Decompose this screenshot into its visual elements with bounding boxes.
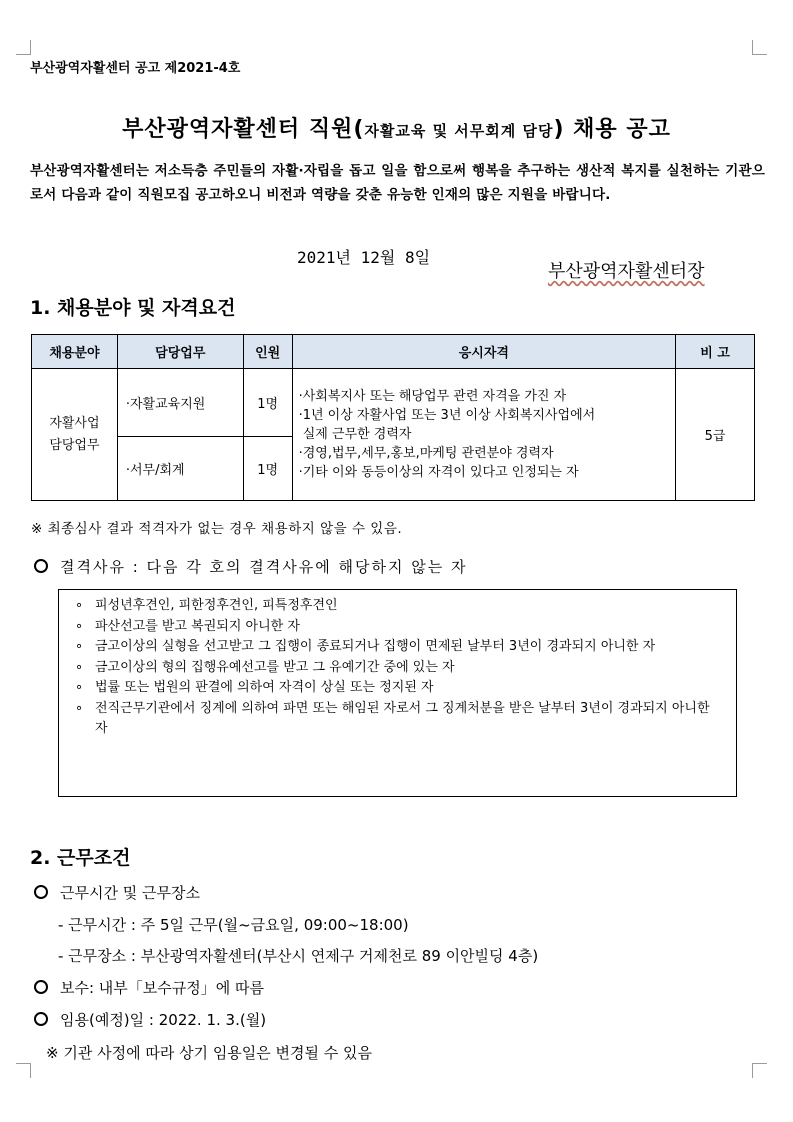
disqualification-heading [34,556,468,577]
qualification-line: 실제 근무한 경력자 [298,427,412,442]
list-item-text: 법률 또는 법원의 판결에 의하여 자격이 상실 또는 정지된 자 [95,680,434,695]
salary-text: 보수: 내부「보수규정」에 따름 [60,979,264,997]
count-cell: 1명 [243,437,292,501]
condition-heading [34,882,200,903]
qualifications-cell [292,369,675,501]
section-heading: 1. 채용분야 및 자격요건 [30,297,236,319]
notice-date: 2021년 12월 8일 [297,248,431,267]
table-header-cell: 담당업무 [117,335,243,369]
list-item-text: 파산선고를 받고 복권되지 아니한 자 [95,618,300,634]
small-circle-bullet-icon: ∘ [75,598,84,613]
remark-cell: 5급 [676,369,755,501]
list-item-text: 전직근무기관에서 징계에 의하여 파면 또는 해임된 자로서 그 징계처분을 받은 날부터 3년이 경과되지 아니한 자 [95,700,710,736]
small-circle-bullet-icon: ∘ [75,659,84,675]
notice-number: 부산광역자활센터 공고 제2021-4호 [30,61,241,76]
field-cell: 자활사업 담당업무 [32,369,118,501]
duty-cell: ·서무/회계 [117,437,243,501]
signer: 부산광역자활센터장 [548,261,705,282]
qualification-line: ·1년 이상 자활사업 또는 3년 이상 사회복지사업에서 [298,408,596,423]
page-title [0,112,793,143]
qualification-line: ·사회복지사 또는 해당업무 관련 자격을 가진 자 [298,389,567,404]
list-item-text: 금고이상의 형의 집행유예선고를 받고 그 유예기간 중에 있는 자 [95,659,455,675]
table-header-cell: 인원 [243,335,292,369]
recruitment-table [31,334,755,501]
qualification-line: ·경영,법무,세무,홍보,마케팅 관련분야 경력자 [298,446,554,461]
start-date-text: 임용(예정)일 : 2022. 1. 3.(월) [60,1011,267,1029]
small-circle-bullet-icon: ∘ [75,700,84,716]
list-item-text: 금고이상의 실형을 선고받고 그 집행이 종료되거나 집행이 면제된 날부터 3년이 경과되지 아니한 자 [95,639,656,654]
work-place: - 근무장소 : 부산광역자활센터(부산시 연제구 거제천로 89 이안빌딩 4층) [58,947,539,965]
table-header-cell: 응시자격 [292,335,675,369]
page-corner-mark [16,40,31,55]
small-circle-bullet-icon: ∘ [75,680,84,695]
table-header-row [32,335,755,369]
circle-bullet-icon [34,885,48,899]
circle-bullet-icon [34,980,48,994]
working-hours: - 근무시간 : 주 5일 근무(월~금요일, 09:00~18:00) [58,916,409,934]
table-header-cell: 채용분야 [32,335,118,369]
salary-condition [34,977,264,998]
list-item-text: 피성년후견인, 피한정후견인, 피특정후견인 [95,598,338,613]
list-item [71,658,724,679]
small-circle-bullet-icon: ∘ [75,639,84,654]
count-cell: 1명 [243,369,292,437]
small-circle-bullet-icon: ∘ [75,618,84,634]
table-row [32,369,755,437]
list-item [71,596,724,617]
table-footnote: ※ 최종심사 결과 적격자가 없는 경우 채용하지 않을 수 있음. [31,521,403,537]
list-item [71,699,724,740]
title-subtitle: 자활교육 및 서무회계 담당 [364,122,554,140]
qualification-line: ·기타 이와 동등이상의 자격이 있다고 인정되는 자 [298,465,579,480]
table-header-cell: 비 고 [676,335,755,369]
title-main-end: ) 채용 공고 [553,117,671,142]
start-date-condition [34,1009,266,1030]
list-item [71,637,724,658]
list-item [71,617,724,638]
start-date-note: ※ 기관 사정에 따라 상기 임용일은 변경될 수 있음 [46,1044,373,1062]
circle-bullet-icon [34,1012,48,1026]
disqualification-title: 결격사유 : 다음 각 호의 결격사유에 해당하지 않는 자 [60,558,468,576]
condition-title: 근무시간 및 근무장소 [60,884,200,902]
duty-cell: ·자활교육지원 [117,369,243,437]
circle-bullet-icon [34,559,48,573]
page-corner-mark [752,40,767,55]
disqualification-box [58,589,737,797]
page-corner-mark [16,1063,31,1078]
list-item [71,678,724,699]
title-main-start: 부산광역자활센터 직원( [122,117,365,142]
section-heading: 2. 근무조건 [30,847,131,869]
intro-paragraph: 부산광역자활센터는 저소득층 주민들의 자활·자립을 돕고 일을 함으로써 행복을 추구하는 생산적 복지를 실천하는 기관으로서 다음과 같이 직원모집 공고하오니 비전과 역량을 갖춘 유능한 인재의 많은 지원을 바랍니다. [30,163,765,203]
page-corner-mark [752,1063,767,1078]
